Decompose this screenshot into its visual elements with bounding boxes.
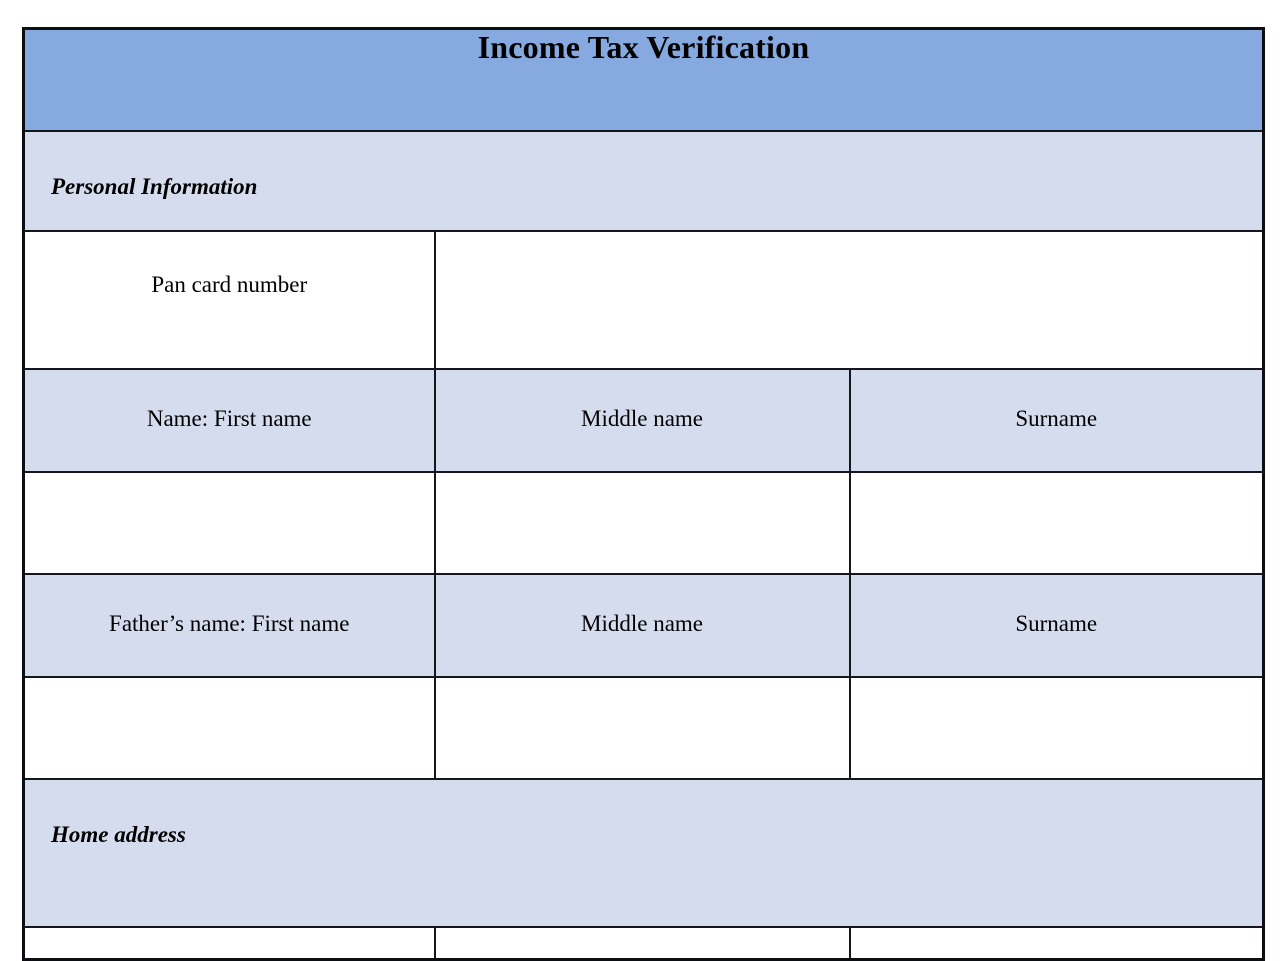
father-surname-value[interactable] — [851, 678, 1263, 778]
pan-card-number-input-cell[interactable] — [435, 231, 1264, 369]
name-input-row — [24, 472, 1264, 574]
address-line-3-value[interactable] — [851, 928, 1263, 958]
section-title-home-address: Home address — [51, 822, 186, 847]
name-first-value[interactable] — [25, 473, 434, 573]
father-name-input-row — [24, 677, 1264, 779]
address-line-2-input-cell[interactable] — [435, 927, 850, 960]
home-address-input-row — [24, 927, 1264, 960]
label-name-surname — [850, 369, 1264, 472]
father-name-label-row — [24, 574, 1264, 677]
address-line-3-input-cell[interactable] — [850, 927, 1264, 960]
title-row — [24, 29, 1264, 132]
section-title-personal-information: Personal Information — [51, 174, 258, 199]
label-pan-card-number — [24, 231, 435, 369]
father-middle-value[interactable] — [436, 678, 849, 778]
pan-card-number-value[interactable] — [436, 232, 1263, 368]
father-surname-input-cell[interactable] — [850, 677, 1264, 779]
address-line-1-input-cell[interactable] — [24, 927, 435, 960]
page-title: Income Tax Verification — [477, 29, 810, 65]
father-surname-label: Surname — [1015, 611, 1098, 636]
name-surname-value[interactable] — [851, 473, 1263, 573]
label-name-first — [24, 369, 435, 472]
father-middle-input-cell[interactable] — [435, 677, 850, 779]
name-first-input-cell[interactable] — [24, 472, 435, 574]
name-label-row — [24, 369, 1264, 472]
name-surname-label: Surname — [1015, 406, 1098, 431]
label-father-middle — [435, 574, 850, 677]
name-surname-input-cell[interactable] — [850, 472, 1264, 574]
personal-information-section-row — [24, 131, 1264, 231]
label-father-surname — [850, 574, 1264, 677]
pan-card-number-label: Pan card number — [151, 272, 308, 297]
form-title-cell — [24, 29, 1264, 132]
pan-card-number-row — [24, 231, 1264, 369]
section-header-home-address — [24, 779, 1264, 927]
father-first-label: Father’s name: First name — [109, 611, 350, 636]
form-table — [22, 27, 1265, 961]
section-header-personal-information — [24, 131, 1264, 231]
label-father-first — [24, 574, 435, 677]
home-address-section-row — [24, 779, 1264, 927]
father-first-value[interactable] — [25, 678, 434, 778]
name-middle-label: Middle name — [581, 406, 703, 431]
income-tax-verification-form — [22, 27, 1262, 961]
name-middle-value[interactable] — [436, 473, 849, 573]
address-line-1-value[interactable] — [25, 928, 434, 958]
name-middle-input-cell[interactable] — [435, 472, 850, 574]
father-first-input-cell[interactable] — [24, 677, 435, 779]
address-line-2-value[interactable] — [436, 928, 849, 958]
label-name-middle — [435, 369, 850, 472]
father-middle-label: Middle name — [581, 611, 703, 636]
name-first-label: Name: First name — [146, 406, 312, 431]
